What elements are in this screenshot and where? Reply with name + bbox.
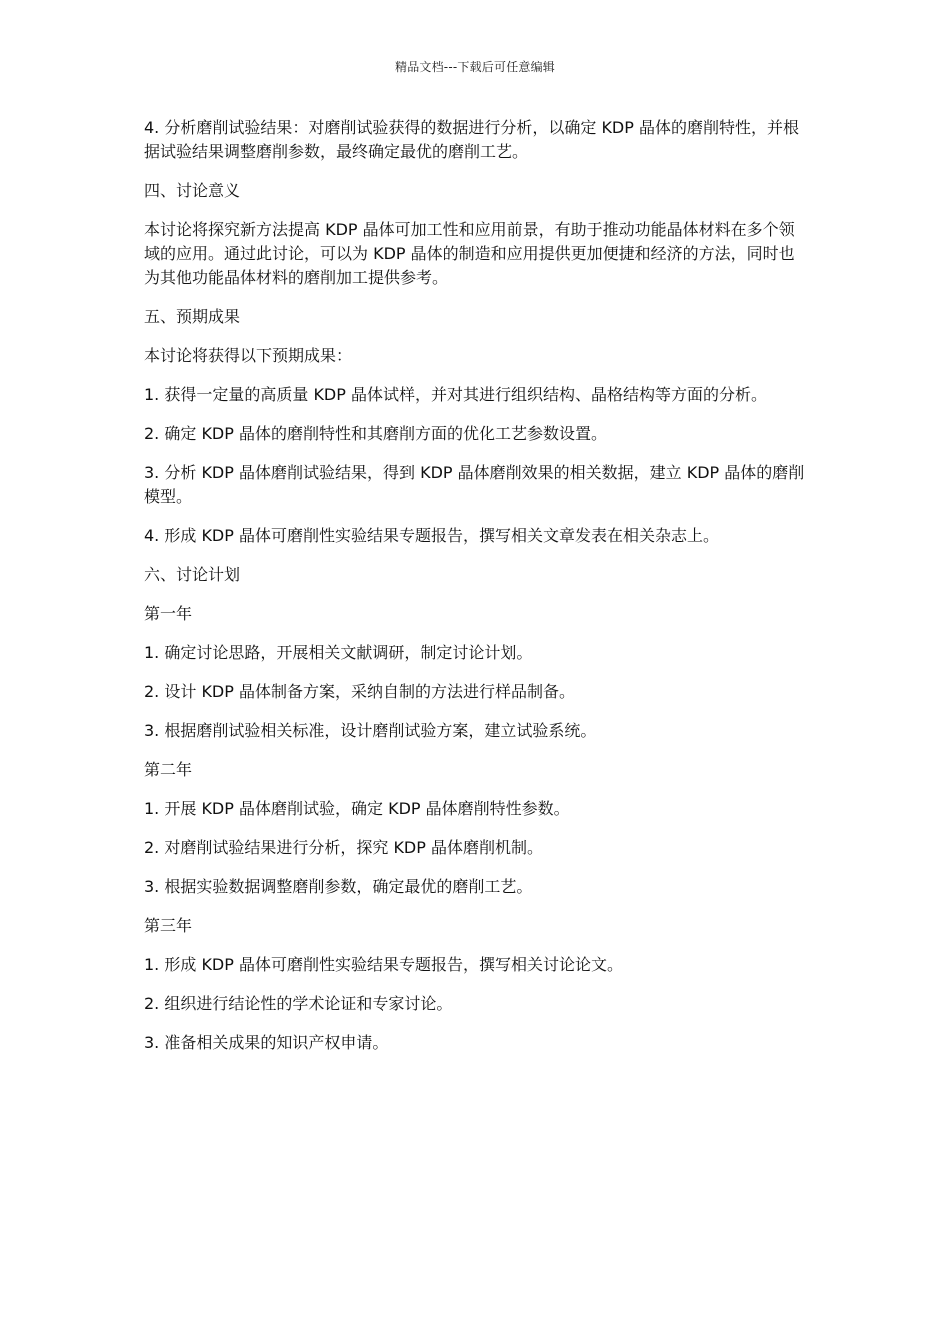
paragraph-analysis-step-4: 4. 分析磨削试验结果：对磨削试验获得的数据进行分析，以确定 KDP 晶体的磨削特性，并根据试验结果调整磨削参数，最终确定最优的磨削工艺。	[144, 118, 799, 161]
plan-item: 3. 根据实验数据调整磨削参数，确定最优的磨削工艺。	[144, 877, 533, 896]
plan-year-heading: 第二年	[144, 760, 193, 779]
plan-item: 1. 确定讨论思路，开展相关文献调研，制定讨论计划。	[144, 643, 533, 662]
plan-year-heading: 第三年	[144, 916, 193, 935]
paragraph-significance: 本讨论将探究新方法提高 KDP 晶体可加工性和应用前景，有助于推动功能晶体材料在多个领域的应用。通过此讨论，可以为 KDP 晶体的制造和应用提供更加便捷和经济的方法，同时也为其他功能晶体材料的磨削加工提供参考。	[144, 220, 795, 287]
plan-item: 2. 组织进行结论性的学术论证和专家讨论。	[144, 994, 453, 1013]
expected-result-item: 2. 确定 KDP 晶体的磨削特性和其磨削方面的优化工艺参数设置。	[144, 424, 607, 443]
plan-item: 2. 对磨削试验结果进行分析，探究 KDP 晶体磨削机制。	[144, 838, 543, 857]
plan-item: 3. 根据磨削试验相关标准，设计磨削试验方案，建立试验系统。	[144, 721, 597, 740]
document-body	[144, 116, 808, 1070]
paragraph-expected-intro: 本讨论将获得以下预期成果：	[144, 346, 353, 365]
section-heading-expected-results: 五、预期成果	[144, 307, 241, 326]
plan-item: 1. 开展 KDP 晶体磨削试验，确定 KDP 晶体磨削特性参数。	[144, 799, 570, 818]
expected-result-item: 4. 形成 KDP 晶体可磨削性实验结果专题报告，撰写相关文章发表在相关杂志上。	[144, 526, 719, 545]
section-heading-plan: 六、讨论计划	[144, 565, 241, 584]
expected-result-item: 1. 获得一定量的高质量 KDP 晶体试样，并对其进行组织结构、晶格结构等方面的分析。	[144, 385, 767, 404]
section-heading-significance: 四、讨论意义	[144, 181, 241, 200]
plan-item: 3. 准备相关成果的知识产权申请。	[144, 1033, 389, 1052]
plan-year-heading: 第一年	[144, 604, 193, 623]
page-header: 精品文档---下载后可任意编辑	[395, 60, 555, 74]
expected-result-item: 3. 分析 KDP 晶体磨削试验结果，得到 KDP 晶体磨削效果的相关数据，建立 KDP 晶体的磨削模型。	[144, 463, 805, 506]
plan-item: 2. 设计 KDP 晶体制备方案，采纳自制的方法进行样品制备。	[144, 682, 575, 701]
plan-item: 1. 形成 KDP 晶体可磨削性实验结果专题报告，撰写相关讨论论文。	[144, 955, 623, 974]
